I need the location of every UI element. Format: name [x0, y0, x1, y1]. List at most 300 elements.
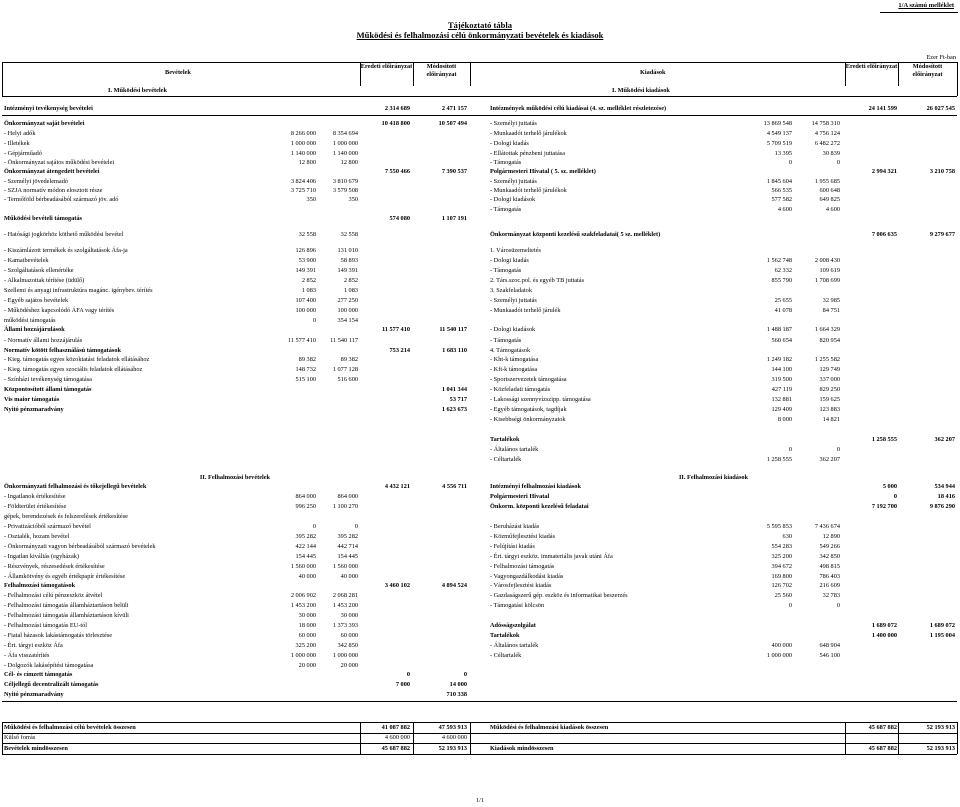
- right-cell-c: 1 400 000: [871, 632, 897, 639]
- title-line1: Tájékoztató tábla: [448, 20, 512, 30]
- left-cell-a: 1 560 000: [290, 563, 316, 570]
- right-cell-a: 13 869 548: [763, 120, 792, 127]
- right-cell-b: 498 815: [819, 563, 840, 570]
- left-cell-b: 20 000: [340, 662, 358, 669]
- left-row-label: - Osztalék, hozam bevétel: [4, 533, 70, 540]
- right-row-label: Tartalékok: [490, 436, 520, 443]
- right-row-label: 4. Támogatások: [490, 347, 531, 354]
- left-row-label: - Normatív állami hozzájárulás: [4, 337, 83, 344]
- left-cell-b: 1 453 200: [332, 602, 358, 609]
- left-cell-a: 149 391: [295, 267, 316, 274]
- right-cell-c: 7 192 700: [871, 503, 897, 510]
- right-cell-a: 1 562 748: [766, 257, 792, 264]
- left-cell-d: 4 894 524: [441, 582, 467, 589]
- left-row-label: Cél- és címzett támogatás: [4, 671, 73, 678]
- left-cell-b: 342 850: [337, 642, 358, 649]
- left-cell-a: 422 144: [295, 543, 316, 550]
- left-cell-a: 864 000: [295, 493, 316, 500]
- right-cell-d: 1 195 004: [929, 632, 955, 639]
- left-row-label: - Felhalmozási támogatás EU-tól: [4, 622, 88, 629]
- left-row-label: - Gépjárműadó: [4, 150, 42, 157]
- right-cell-c: 7 006 635: [871, 231, 897, 238]
- left-cell-b: 350: [348, 196, 358, 203]
- right-cell-a: 4 549 137: [766, 130, 792, 137]
- totals-col-line: [2, 722, 3, 754]
- right-row-label: - Támogatás: [490, 159, 522, 166]
- right-cell-b: 0: [836, 446, 840, 453]
- left-row-label: - Ingatlan kiváltás (egyházak): [4, 553, 80, 560]
- right-cell-a: 41 078: [774, 307, 792, 314]
- left-cell-c: 11 577 410: [382, 326, 410, 333]
- totals-col-line: [845, 722, 846, 754]
- totals-bottom-line: [2, 754, 957, 755]
- right-cell-b: 84 751: [822, 307, 840, 314]
- left-cell-b: 154 445: [337, 553, 358, 560]
- right-row-label: - Személyi juttatás: [490, 120, 537, 127]
- right-cell-a: 394 672: [771, 563, 792, 570]
- col-modositott-left: Módosított előirányzat: [426, 63, 457, 78]
- right-cell-d: 362 207: [934, 436, 955, 443]
- col-modositott-right: Módosított előirányzat: [912, 63, 943, 78]
- totals-left-modositott: 47 593 913: [438, 723, 467, 731]
- left-cell-a: 20 000: [298, 662, 316, 669]
- right-cell-b: 549 266: [819, 543, 840, 550]
- left-cell-a: 350: [306, 196, 316, 203]
- right-cell-b: 30 839: [822, 150, 840, 157]
- totals-right-modositott: 52 193 913: [926, 744, 955, 752]
- title-line2: Működési és felhalmozási célú önkormányzati bevételek és kiadások: [356, 30, 604, 40]
- left-cell-c: 3 460 102: [384, 582, 410, 589]
- header-div-3: [470, 62, 471, 86]
- left-row-label: - Működéshez kapcsolódó ÁFA vagy térítés: [4, 307, 115, 314]
- right-row-label: - Céltartalék: [490, 652, 522, 659]
- totals-left-modositott: 4 600 000: [441, 734, 467, 741]
- left-row-label: - Felhalmozási támogatás államháztartáson kívüli: [4, 612, 129, 619]
- left-cell-b: 1 373 393: [332, 622, 358, 629]
- left-cell-b: 442 714: [337, 543, 358, 550]
- unit-label: Ezer Ft-ban: [926, 54, 956, 61]
- left-row-label: Vis maior támogatás: [4, 396, 60, 403]
- header-top-line: [2, 62, 957, 63]
- left-cell-b: 354 154: [337, 317, 358, 324]
- left-cell-d: 7 390 537: [441, 168, 467, 175]
- right-cell-a: 560 654: [771, 337, 792, 344]
- right-cell-b: 786 403: [819, 573, 840, 580]
- left-cell-b: 0: [354, 523, 358, 530]
- right-cell-a: 129 409: [771, 406, 792, 413]
- totals-left-label: Külső forrás: [4, 734, 36, 741]
- left-cell-b: 32 558: [340, 231, 358, 238]
- left-cell-a: 100 000: [295, 307, 316, 314]
- left-row-label: - Kieg. támogatás egyes szociális feladatok ellátásához: [4, 366, 143, 373]
- right-cell-a: 855 790: [771, 277, 792, 284]
- right-cell-a: 25 655: [774, 297, 792, 304]
- left-cell-a: 60 000: [298, 632, 316, 639]
- left-row-label: - Személyi jövedelemadó: [4, 178, 68, 185]
- right-cell-b: 14 821: [822, 416, 840, 423]
- right-row-label: - Vagyongazdálkodási kiadás: [490, 573, 564, 580]
- right-cell-a: 25 560: [774, 592, 792, 599]
- right-cell-b: 546 100: [819, 652, 840, 659]
- right-cell-b: 7 436 674: [814, 523, 840, 530]
- right-row-label: - Kht-k támogatása: [490, 356, 539, 363]
- totals-right-eredeti: 45 687 882: [868, 744, 897, 752]
- right-cell-a: 566 535: [771, 187, 792, 194]
- left-cell-d: 710 338: [446, 691, 467, 698]
- right-row-label: - Dologi kiadás: [490, 257, 529, 264]
- right-cell-a: 630: [782, 533, 792, 540]
- right-cell-a: 1 488 187: [766, 326, 792, 333]
- right-row-label: - Gazdaságszerű gép. eszköz és informatikai beszerzés: [490, 592, 628, 599]
- right-cell-b: 342 850: [819, 553, 840, 560]
- right-row-label: - Felújítási kiadás: [490, 543, 535, 550]
- right-row-label: Intézményi felhalmozási kiadások: [490, 483, 581, 490]
- body-top-line: [2, 115, 957, 116]
- left-row-label: - Helyi adók: [4, 130, 36, 137]
- right-row-label: - Dologi kiadások: [490, 196, 536, 203]
- right-row-label: Tartalékok: [490, 632, 520, 639]
- left-row-label: Állami hozzájárulások: [4, 326, 65, 333]
- totals-right-label: Működési és felhalmozási kiadások összesen: [490, 723, 609, 731]
- left-row-label: - Ért. tárgyi eszköz Áfa: [4, 642, 63, 649]
- right-cell-c: 24 141 599: [868, 105, 897, 112]
- left-cell-b: 30 000: [340, 612, 358, 619]
- left-cell-b: 11 540 117: [330, 337, 358, 344]
- body-bottom-line: [2, 701, 957, 702]
- right-row-label: - Ellátottak pénzbeni juttatása: [490, 150, 566, 157]
- left-row-label: - Kieg. támogatás egyes közoktatási feladatok ellátásához: [4, 356, 150, 363]
- right-cell-a: 0: [788, 159, 792, 166]
- left-row-label: - Alkalmazottak térítése (üdülő): [4, 277, 85, 284]
- right-cell-a: 144 100: [771, 366, 792, 373]
- left-cell-a: 11 577 410: [287, 337, 316, 344]
- left-cell-a: 126 896: [295, 247, 316, 254]
- right-cell-a: 400 000: [771, 642, 792, 649]
- left-cell-b: 277 250: [337, 297, 358, 304]
- left-cell-b: 131 010: [337, 247, 358, 254]
- right-cell-a: 319 500: [771, 376, 792, 383]
- left-cell-c: 574 080: [389, 215, 410, 222]
- right-cell-d: 9 279 677: [929, 231, 955, 238]
- right-row-label: 1. Városüzemeltetés: [490, 247, 541, 254]
- left-cell-b: 3 810 679: [332, 178, 358, 185]
- left-cell-a: 1 000 000: [290, 140, 316, 147]
- top-rule: [880, 12, 958, 13]
- left-row-label: Önkormányzat átengedett bevételei: [4, 168, 100, 175]
- left-row-label: - Kamatbevételek: [4, 257, 49, 264]
- left-row-label: - Részvények, részesedések értékesítése: [4, 563, 105, 570]
- header-left-edge: [2, 62, 3, 96]
- totals-left-label: Bevételek mindösszesen: [4, 744, 68, 752]
- right-row-label: - Személyi juttatás: [490, 178, 537, 185]
- left-row-label: Működési bevételi támogatás: [4, 215, 83, 222]
- left-row-label: gépek, berendezések és felszerelések értékesítése: [4, 513, 128, 520]
- right-row-label: 3. Szakfeladatok: [490, 287, 532, 294]
- left-row-label: - SZJA normatív módon elosztott része: [4, 187, 103, 194]
- right-cell-b: 0: [836, 602, 840, 609]
- right-cell-a: 8 000: [777, 416, 792, 423]
- right-row-label: - Támogatás: [490, 337, 522, 344]
- left-cell-b: 1 100 270: [332, 503, 358, 510]
- right-cell-b: 123 883: [819, 406, 840, 413]
- right-cell-b: 4 756 124: [814, 130, 840, 137]
- totals-left-label: Működési és felhalmozási célú bevételek összesen: [4, 723, 136, 731]
- left-cell-a: 107 400: [295, 297, 316, 304]
- right-cell-b: 4 600: [825, 206, 840, 213]
- left-cell-b: 8 354 694: [332, 130, 358, 137]
- left-cell-d: 11 540 117: [439, 326, 467, 333]
- right-row-label: Intézmények működési célú kiadásai (4. sz. melléklet részletezése): [490, 105, 667, 112]
- left-row-label: - Önkormányzat sajátos működési bevételei: [4, 159, 115, 166]
- left-cell-b: 395 282: [337, 533, 358, 540]
- right-cell-c: 0: [893, 493, 897, 500]
- right-row-label: - Általános tartalék: [490, 446, 539, 453]
- right-row-label: - Dologi kiadás: [490, 140, 529, 147]
- right-cell-d: 18 416: [937, 493, 955, 500]
- totals-row-line: [2, 743, 957, 744]
- right-cell-d: 9 876 290: [929, 503, 955, 510]
- right-row-label: - Kisebbségi önkormányzatok: [490, 416, 566, 423]
- left-cell-d: 4 556 711: [442, 483, 467, 490]
- right-row-label: - Lakossági szennyvízszipp. támogatása: [490, 396, 591, 403]
- left-row-label: - Önkormányzati vagyon bérbeadásából származó bevételek: [4, 543, 156, 550]
- right-cell-b: 820 954: [819, 337, 840, 344]
- left-row-label: - Hatósági jogkörhöz köthető működési bevétel: [4, 231, 124, 238]
- right-cell-d: 1 689 072: [929, 622, 955, 629]
- right-row-label: - Támogatási kölcsön: [490, 602, 545, 609]
- left-row-label: Nyitó pénzmaradvány: [4, 691, 64, 698]
- left-cell-b: 149 391: [337, 267, 358, 274]
- page-number: 1/1: [475, 797, 485, 804]
- header-mid-line: [2, 96, 957, 97]
- right-row-label: - Támogatás: [490, 206, 522, 213]
- right-cell-a: 5 709 519: [766, 140, 792, 147]
- right-cell-b: 12 890: [822, 533, 840, 540]
- left-cell-d: 1 041 344: [441, 386, 467, 393]
- right-cell-c: 5 000: [882, 483, 897, 490]
- left-cell-a: 1 140 000: [290, 150, 316, 157]
- col-kiadasok: Kiadások: [640, 69, 666, 76]
- right-row-label: - Felhalmozási támogatás: [490, 563, 555, 570]
- left-cell-a: 1 000 000: [290, 652, 316, 659]
- left-cell-a: 996 250: [295, 503, 316, 510]
- left-cell-b: 1 077 128: [332, 366, 358, 373]
- totals-left-eredeti: 45 687 882: [381, 744, 410, 752]
- left-cell-a: 18 000: [298, 622, 316, 629]
- right-cell-a: 1 000 000: [766, 652, 792, 659]
- left-cell-b: 1 000 000: [332, 652, 358, 659]
- right-cell-b: 2 008 430: [814, 257, 840, 264]
- left-cell-a: 0: [312, 523, 316, 530]
- right-row-label: 2. Társ.szoc.pol. és egyéb TB juttatás: [490, 277, 585, 284]
- col-eredeti-right: Eredeti előirányzat: [845, 63, 898, 70]
- totals-col-line: [360, 722, 361, 754]
- left-row-label: - Termőföld bérbeadásából származó jöv. adó: [4, 196, 119, 203]
- right-row-label: - Munkaadót terhelő járulék: [490, 307, 561, 314]
- left-cell-d: 14 000: [449, 681, 467, 688]
- right-row-label: Adósságszolgálat: [490, 622, 536, 629]
- left-cell-b: 1 560 000: [332, 563, 358, 570]
- totals-row-line: [2, 733, 957, 734]
- left-cell-c: 753 214: [389, 347, 410, 354]
- right-cell-a: 577 582: [771, 196, 792, 203]
- right-cell-b: 159 625: [819, 396, 840, 403]
- right-row-label: Polgármesteri Hivatal ( 5. sz. melléklet): [490, 168, 596, 175]
- right-cell-a: 325 200: [771, 553, 792, 560]
- left-cell-b: 100 000: [337, 307, 358, 314]
- left-cell-b: 1 140 000: [332, 150, 358, 157]
- totals-col-line: [957, 722, 958, 754]
- right-row-label: - Személyi juttatás: [490, 297, 537, 304]
- col-bevetelek: Bevételek: [165, 69, 191, 76]
- right-cell-a: 5 595 853: [766, 523, 792, 530]
- left-cell-b: 40 000: [340, 573, 358, 580]
- right-cell-b: 337 000: [819, 376, 840, 383]
- left-cell-a: 89 382: [298, 356, 316, 363]
- right-section-title: II. Felhalmozási kiadások: [678, 474, 749, 481]
- left-cell-d: 1 107 191: [441, 215, 467, 222]
- section-mukodesi-kiadasok: I. Működési kiadások: [612, 87, 670, 94]
- left-row-label: Önkormányzat saját bevételei: [4, 120, 85, 127]
- left-cell-a: 2 006 902: [290, 592, 316, 599]
- left-cell-b: 864 000: [337, 493, 358, 500]
- left-cell-a: 1 453 200: [290, 602, 316, 609]
- right-cell-d: 3 210 758: [929, 168, 955, 175]
- left-cell-c: 4 432 121: [384, 483, 410, 490]
- right-row-label: - Közműfejlesztési kiadás: [490, 533, 556, 540]
- right-cell-a: 0: [788, 602, 792, 609]
- totals-left-modositott: 52 193 913: [438, 744, 467, 752]
- right-cell-b: 1 664 329: [814, 326, 840, 333]
- left-cell-a: 2 852: [301, 277, 316, 284]
- left-cell-d: 0: [463, 671, 467, 678]
- right-cell-b: 129 749: [819, 366, 840, 373]
- totals-row-line: [2, 722, 957, 723]
- right-cell-a: 4 600: [777, 206, 792, 213]
- totals-right-eredeti: 45 687 882: [868, 723, 897, 731]
- left-cell-a: 0: [312, 317, 316, 324]
- left-row-label: működési támogatás: [4, 317, 56, 324]
- right-cell-b: 216 609: [819, 582, 840, 589]
- right-cell-a: 1 249 182: [766, 356, 792, 363]
- right-row-label: - Közfeladati támogatás: [490, 386, 551, 393]
- right-cell-a: 132 881: [771, 396, 792, 403]
- right-row-label: Önkormányzat központi kezelésű szakfeladatai( 5 sz. melléklet): [490, 231, 661, 238]
- left-cell-a: 395 282: [295, 533, 316, 540]
- left-cell-a: 32 558: [298, 231, 316, 238]
- left-row-label: Szellemi és anyagi infrastruktúra magánc. igénybev. térítés: [4, 287, 153, 294]
- left-cell-b: 89 382: [340, 356, 358, 363]
- right-row-label: - Általános tartalék: [490, 642, 539, 649]
- left-cell-b: 12 800: [340, 159, 358, 166]
- right-cell-b: 648 904: [819, 642, 840, 649]
- left-cell-a: 148 732: [295, 366, 316, 373]
- right-row-label: - Céltartalék: [490, 456, 522, 463]
- left-cell-b: 3 579 508: [332, 187, 358, 194]
- left-cell-a: 515 100: [295, 376, 316, 383]
- right-cell-a: 1 845 604: [766, 178, 792, 185]
- right-row-label: Polgármesteri Hivatal: [490, 493, 550, 500]
- left-cell-c: 7 550 466: [384, 168, 410, 175]
- totals-col-line: [413, 722, 414, 754]
- left-row-label: Normatív kötött felhasználású támogatások: [4, 347, 122, 354]
- left-cell-d: 2 471 157: [441, 105, 467, 112]
- left-cell-d: 10 507 494: [438, 120, 467, 127]
- right-cell-a: 0: [788, 446, 792, 453]
- annex-label: 1/A számú melléklet: [898, 2, 954, 9]
- left-row-label: - Privatizációból származó bevétel: [4, 523, 91, 530]
- section-mukodesi-bevetelek: I. Működési bevételek: [108, 87, 167, 94]
- totals-right-modositott: 52 193 913: [926, 723, 955, 731]
- left-row-label: Céljellegű decentralizált támogatás: [4, 681, 99, 688]
- right-cell-b: 362 207: [819, 456, 840, 463]
- left-row-label: - Illetékek: [4, 140, 30, 147]
- col-eredeti-left: Eredeti előirányzat: [360, 63, 413, 70]
- left-cell-a: 8 266 000: [290, 130, 316, 137]
- left-cell-c: 2 314 689: [384, 105, 410, 112]
- left-row-label: - Felhalmozási célú pénzeszköz átvétel: [4, 592, 103, 599]
- right-cell-a: 554 283: [771, 543, 792, 550]
- right-cell-a: 427 119: [771, 386, 792, 393]
- right-cell-d: 26 027 545: [926, 105, 955, 112]
- right-cell-c: 2 994 321: [871, 168, 897, 175]
- totals-col-line: [898, 722, 899, 754]
- left-cell-b: 1 083: [343, 287, 358, 294]
- right-row-label: - Dologi kiadások: [490, 326, 536, 333]
- right-cell-b: 0: [836, 159, 840, 166]
- left-cell-a: 40 000: [298, 573, 316, 580]
- right-cell-b: 6 482 272: [814, 140, 840, 147]
- right-row-label: Önkorm. központi kezelésű feladatai: [490, 503, 589, 510]
- left-row-label: - Államkötvény és egyéb értékpapír értékesítése: [4, 573, 126, 580]
- left-row-label: Felhalmozási támogatások: [4, 582, 76, 589]
- left-cell-c: 10 418 800: [381, 120, 410, 127]
- left-row-label: - Dolgozók lakásépítési támogatása: [4, 662, 94, 669]
- right-cell-a: 1 258 555: [766, 456, 792, 463]
- right-cell-b: 1 708 699: [814, 277, 840, 284]
- left-row-label: - Felhalmozási támogatás államháztartáson belüli: [4, 602, 129, 609]
- left-cell-c: 0: [406, 671, 410, 678]
- left-cell-a: 3 725 710: [290, 187, 316, 194]
- right-row-label: - Beruházási kiadás: [490, 523, 540, 530]
- left-cell-b: 2 068 281: [332, 592, 358, 599]
- right-cell-a: 13 395: [774, 150, 792, 157]
- left-row-label: - Földterület értékesítése: [4, 503, 67, 510]
- left-cell-a: 325 200: [295, 642, 316, 649]
- header-right-edge: [957, 62, 958, 96]
- right-cell-b: 829 250: [819, 386, 840, 393]
- right-row-label: - Támogatás: [490, 267, 522, 274]
- left-row-label: - Áfa visszatérítés: [4, 652, 50, 659]
- right-row-label: - Városfejlesztési kiadás: [490, 582, 552, 589]
- left-cell-b: 1 000 000: [332, 140, 358, 147]
- left-section-title: II. Felhalmozási bevételek: [199, 474, 271, 481]
- left-cell-a: 3 824 406: [290, 178, 316, 185]
- right-cell-b: 1 955 685: [814, 178, 840, 185]
- left-row-label: - Kiszámlázott termékek és szolgáltatások Áfa-ja: [4, 247, 128, 254]
- right-cell-a: 62 332: [774, 267, 792, 274]
- left-row-label: Nyitó pénzmaradvány: [4, 406, 64, 413]
- right-cell-b: 32 783: [822, 592, 840, 599]
- totals-col-line: [470, 722, 471, 754]
- left-cell-b: 516 600: [337, 376, 358, 383]
- right-cell-b: 14 758 310: [811, 120, 840, 127]
- right-cell-c: 1 689 072: [871, 622, 897, 629]
- right-cell-a: 126 702: [771, 582, 792, 589]
- right-cell-b: 649 825: [819, 196, 840, 203]
- left-cell-a: 154 445: [295, 553, 316, 560]
- left-cell-d: 1 623 673: [441, 406, 467, 413]
